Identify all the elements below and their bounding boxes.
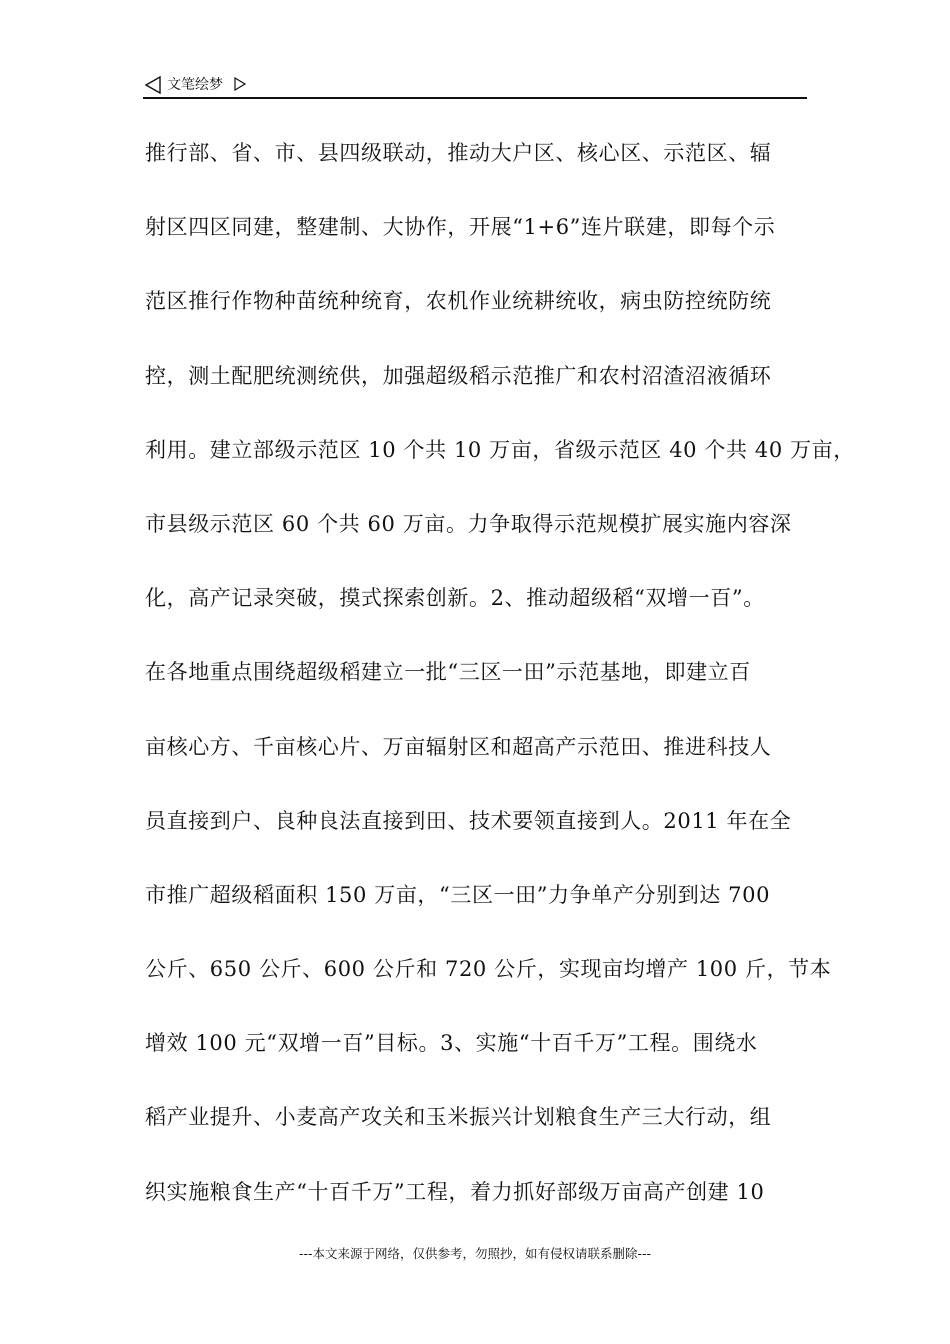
body-line: 亩核心方、千亩核心片、万亩辐射区和超高产示范田、推进科技人 [145, 734, 772, 759]
page-header [143, 72, 807, 98]
body-line: 市县级示范区 60 个共 60 万亩。力争取得示范规模扩展实施内容深 [145, 511, 792, 536]
body-line: 增效 100 元“双增一百”目标。3、实施“十百千万”工程。围绕水 [145, 1031, 758, 1056]
body-line: 范区推行作物种苗统种统育，农机作业统耕统收，病虫防控统防统 [145, 289, 772, 314]
body-line: 织实施粮食生产“十百千万”工程，着力抓好部级万亩高产创建 10 [145, 1179, 765, 1204]
body-line: 在各地重点围绕超级稻建立一批“三区一田”示范基地，即建立百 [145, 660, 751, 685]
right-triangle-icon [233, 77, 247, 91]
header-title: 文笔绘梦 [167, 77, 223, 93]
body-line: 市推广超级稻面积 150 万亩，“三区一田”力争单产分别到达 700 [145, 882, 771, 907]
body-line: 射区四区同建，整建制、大协作，开展“1+6”连片联建，即每个示 [145, 215, 776, 240]
left-triangle-icon [143, 75, 163, 95]
body-line: 员直接到户、良种良法直接到田、技术要领直接到人。2011 年在全 [145, 808, 792, 833]
footer-disclaimer: ---本文来源于网络，仅供参考，勿照抄，如有侵权请联系删除--- [298, 1246, 652, 1261]
body-line: 公斤、650 公斤、600 公斤和 720 公斤，实现亩均增产 100 斤，节本 [145, 957, 832, 982]
document-body [145, 124, 855, 1237]
body-line: 化，高产记录突破，摸式探索创新。2、推动超级稻“双增一百”。 [145, 586, 765, 611]
body-line: 推行部、省、市、县四级联动，推动大户区、核心区、示范区、辐 [145, 141, 772, 165]
body-line: 利用。建立部级示范区 10 个共 10 万亩，省级示范区 40 个共 40 万亩， [145, 437, 855, 462]
header-divider [143, 97, 807, 99]
body-line: 控，测土配肥统测统供，加强超级稻示范推广和农村沼渣沼液循环 [145, 363, 772, 388]
body-line: 稻产业提升、小麦高产攻关和玉米振兴计划粮食生产三大行动，组 [145, 1105, 772, 1130]
